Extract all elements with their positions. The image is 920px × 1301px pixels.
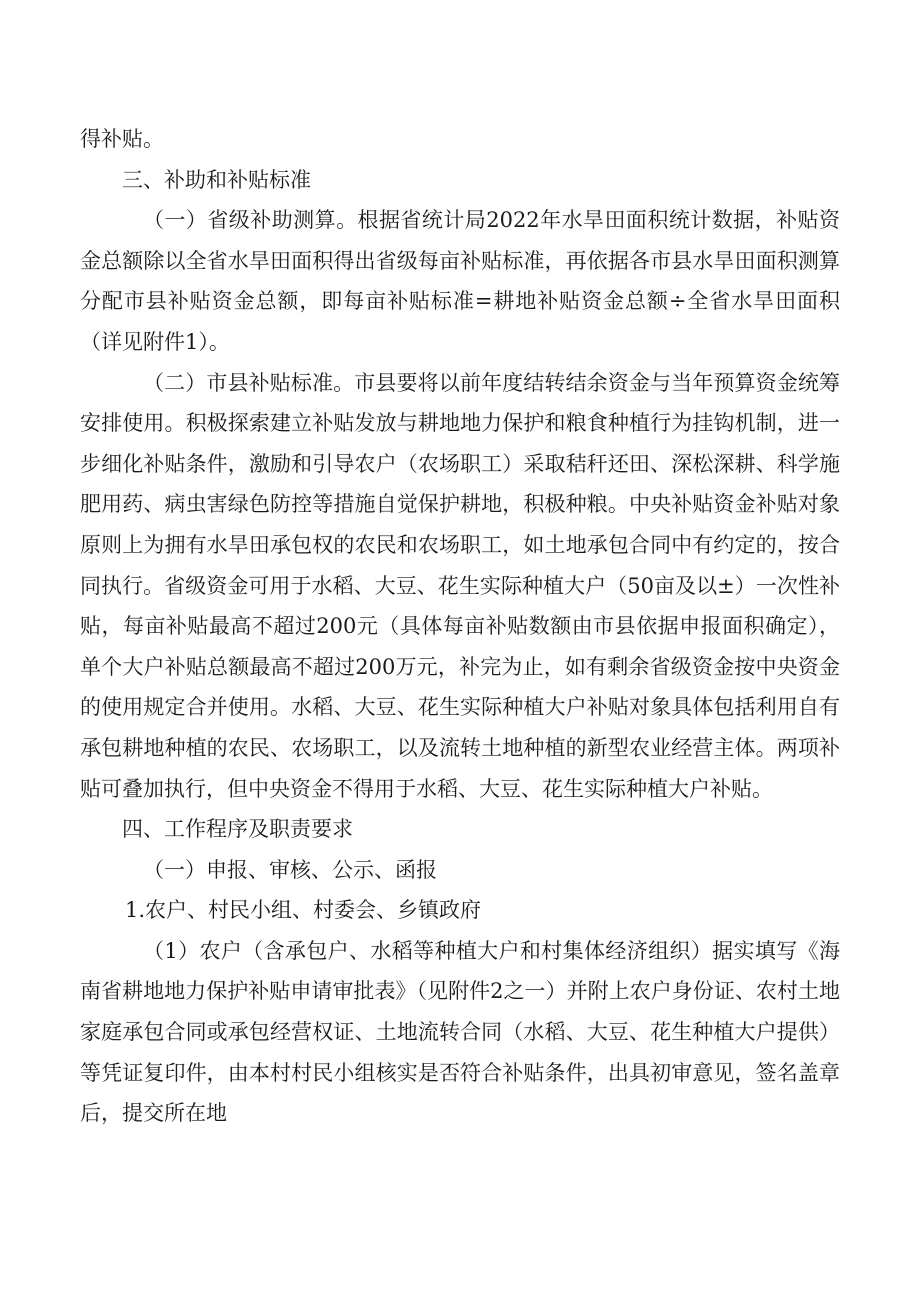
subsection-heading-1: （一）申报、审核、公示、函报 <box>143 857 437 882</box>
paragraph-county-subsidy: （二）市县补贴标准。市县要将以前年度结转结余资金与当年预算资金统筹安排使用。积极探索建立补贴发放与耕地地力保护和粮食种植行为挂钩机制，进一步细化补贴条件，激励和引导农户（农场职工）采取秸秆还田、深松深耕、科学施肥用药、病虫害绿色防控等措施自觉保护耕地，积极种粮。中央补贴资金补贴对象原则上为拥有水旱田承包权的农民和农场职工，如土地承包合同中有约定的，按合同执行。省级资金可用于水稻、大豆、花生实际种植大户（50亩及以±）一次性补贴，每亩补贴最高不超过200元（具体每亩补贴数额由市县依据申报面积确定），单个大户补贴总额最高不超过200万元，补完为止，如有剩余省级资金按中央资金的使用规定合并使用。水稻、大豆、花生实际种植大户补贴对象具体包括利用自有承包耕地种植的农民、农场职工，以及流转土地种植的新型农业经营主体。两项补贴可叠加执行，但中央资金不得用于水稻、大豆、花生实际种植大户补贴。 <box>80 370 840 801</box>
section-heading-3: 三、补助和补贴标准 <box>122 167 311 192</box>
paragraph-farmer-application: （1）农户（含承包户、水稻等种植大户和村集体经济组织）据实填写《海南省耕地地力保护补贴申请审批表》（见附件2之一）并附上农户身份证、农村土地家庭承包合同或承包经营权证、土地流转合同（水稻、大豆、花生种植大户提供）等凭证复印件，由本村村民小组核实是否符合补贴条件，出具初审意见，签名盖章后，提交所在地 <box>80 938 840 1126</box>
paragraph-provincial-subsidy: （一）省级补助测算。根据省统计局2022年水旱田面积统计数据，补贴资金总额除以全省水旱田面积得出省级每亩补贴标准，再依据各市县水旱田面积测算分配市县补贴资金总额，即每亩补贴标准=耕地补贴资金总额÷全省水旱田面积（详见附件1）。 <box>80 208 840 354</box>
item-heading-1: 1.农户、村民小组、村委会、乡镇政府 <box>125 898 482 923</box>
document-body <box>80 119 840 1134</box>
section-heading-4: 四、工作程序及职责要求 <box>122 817 353 842</box>
paragraph-continuation: 得补贴。 <box>80 127 164 151</box>
